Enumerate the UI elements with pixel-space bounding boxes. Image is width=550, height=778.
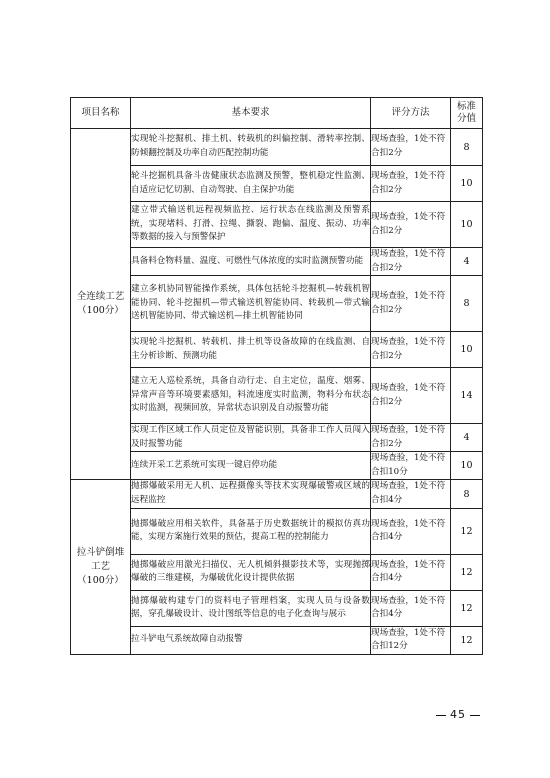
scoring-method-cell: 现场查验，1处不符合扣2分 xyxy=(371,129,451,166)
score-cell: 10 xyxy=(451,166,483,202)
table-row xyxy=(71,166,483,202)
table-row xyxy=(71,452,483,480)
scoring-method-cell: 现场查验，1处不符合扣2分 xyxy=(371,248,451,276)
table-row xyxy=(71,202,483,248)
table-row xyxy=(71,129,483,166)
header-scoring-method: 评分方法 xyxy=(371,98,451,129)
scoring-method-cell: 现场查验，1处不符合扣4分 xyxy=(371,554,451,590)
score-cell: 10 xyxy=(451,452,483,480)
score-cell: 4 xyxy=(451,248,483,276)
table-row xyxy=(71,480,483,508)
score-cell: 10 xyxy=(451,202,483,248)
scoring-method-cell: 现场查验，1处不符合扣10分 xyxy=(371,452,451,480)
table-header-row xyxy=(71,98,483,129)
requirement-cell: 抛掷爆破构建专门的资料电子管理档案，实现人员与设备数据，穿孔爆破设计、设计图纸等信息的电子化查询与展示 xyxy=(131,590,371,626)
score-cell: 10 xyxy=(451,332,483,368)
scoring-method-cell: 现场查验，1处不符合扣2分 xyxy=(371,276,451,332)
score-cell: 12 xyxy=(451,590,483,626)
scoring-method-cell: 现场查验，1处不符合扣2分 xyxy=(371,166,451,202)
scoring-method-cell: 现场查验，1处不符合扣2分 xyxy=(371,368,451,424)
requirement-cell: 实现轮斗挖掘机、排土机、转载机的纠偏控制、滑转率控制、防倾翻控制及功率自动匹配控制功能 xyxy=(131,129,371,166)
score-cell: 8 xyxy=(451,129,483,166)
requirement-cell: 抛掷爆破应用激光扫描仪、无人机倾斜摄影技术等，实现抛掷爆破的三维建模，为爆破优化设计提供依据 xyxy=(131,554,371,590)
requirement-cell: 建立多机协同智能操作系统，具体包括轮斗挖掘机—转载机智能协同、轮斗挖掘机—带式输送机智能协同、转载机—带式输送机智能协同、带式输送机—排土机智能协同 xyxy=(131,276,371,332)
scoring-method-cell: 现场查验，1处不符合扣4分 xyxy=(371,508,451,554)
requirement-cell: 具备料仓物料量、温度、可燃性气体浓度的实时监测预警功能 xyxy=(131,248,371,276)
section-name: 拉斗铲倒堆 工艺 （100分） xyxy=(71,480,131,654)
requirement-cell: 建立无人巡检系统，具备自动行走、自主定位，温度、烟雾、异常声音等环境要素感知，料流速度实时监测，物料分布状态实时监测，视频回放，异常状态识别及自动报警功能 xyxy=(131,368,371,424)
scoring-method-cell: 现场查验，1处不符合扣2分 xyxy=(371,424,451,452)
table-row xyxy=(71,554,483,590)
scoring-method-cell: 现场查验，1处不符合扣4分 xyxy=(371,590,451,626)
table-row xyxy=(71,424,483,452)
requirement-cell: 抛掷爆破采用无人机、远程摄像头等技术实现爆破警戒区域的远程监控 xyxy=(131,480,371,508)
table-body xyxy=(71,129,483,655)
scoring-method-cell: 现场查验，1处不符合扣2分 xyxy=(371,202,451,248)
table-row xyxy=(71,332,483,368)
score-cell: 12 xyxy=(451,626,483,654)
scoring-method-cell: 现场查验，1处不符合扣2分 xyxy=(371,332,451,368)
section-name: 全连续工艺 （100分） xyxy=(71,129,131,480)
requirement-cell: 连续开采工艺系统可实现一键启停功能 xyxy=(131,452,371,480)
requirement-cell: 实现工作区域工作人员定位及智能识别，具备非工作人员闯入及时报警功能 xyxy=(131,424,371,452)
table-row xyxy=(71,248,483,276)
dash-left xyxy=(436,715,446,716)
requirement-cell: 抛掷爆破应用相关软件，具备基于历史数据统计的模拟仿真功能，实现方案施行效果的预估，提高工程的控制能力 xyxy=(131,508,371,554)
header-requirement: 基本要求 xyxy=(131,98,371,129)
score-cell: 12 xyxy=(451,554,483,590)
score-cell: 8 xyxy=(451,276,483,332)
requirement-cell: 建立带式输送机远程视频监控、运行状态在线监测及预警系统，实现堵料、打滑、拉绳、撕裂、跑偏、温度、振动、功率等数据的接入与预警保护 xyxy=(131,202,371,248)
requirement-cell: 拉斗铲电气系统故障自动报警 xyxy=(131,626,371,654)
header-standard-score: 标准 分值 xyxy=(451,98,483,129)
score-cell: 12 xyxy=(451,508,483,554)
evaluation-table xyxy=(70,97,483,655)
header-item-name: 项目名称 xyxy=(71,98,131,129)
score-cell: 4 xyxy=(451,424,483,452)
table-row xyxy=(71,626,483,654)
page-number-value: 45 xyxy=(450,708,466,721)
dash-right xyxy=(470,715,480,716)
table-row xyxy=(71,368,483,424)
requirement-cell: 轮斗挖掘机具备斗齿健康状态监测及预警，整机稳定性监测、自适应记忆切割、自动驾驶、自主保护功能 xyxy=(131,166,371,202)
scoring-method-cell: 现场查验，1处不符合扣4分 xyxy=(371,480,451,508)
requirement-cell: 实现轮斗挖掘机、转载机、排土机等设备故障的在线监测、自主分析诊断、预测功能 xyxy=(131,332,371,368)
table-row xyxy=(71,590,483,626)
page-number xyxy=(432,708,484,721)
score-cell: 14 xyxy=(451,368,483,424)
scoring-method-cell: 现场查验，1处不符合扣12分 xyxy=(371,626,451,654)
table-row xyxy=(71,276,483,332)
score-cell: 8 xyxy=(451,480,483,508)
table-row xyxy=(71,508,483,554)
